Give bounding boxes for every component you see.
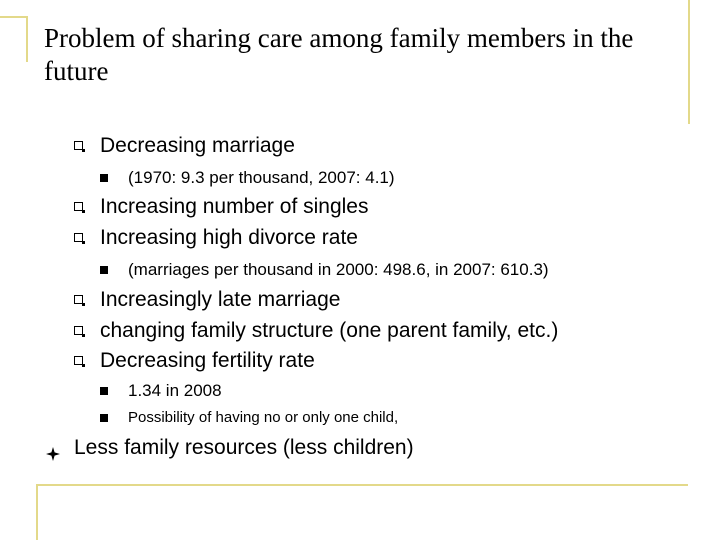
slide-title: Problem of sharing care among family members in the future xyxy=(44,23,634,86)
sub-bullet-text: 1.34 in 2008 xyxy=(128,381,222,400)
bullet-text: Increasingly late marriage xyxy=(100,288,341,311)
frame-line-bottom-tick xyxy=(36,484,38,540)
hollow-square-bullet-icon xyxy=(74,202,83,211)
sub-bullet-text: (1970: 9.3 per thousand, 2007: 4.1) xyxy=(128,168,395,187)
sub-bullet-item xyxy=(128,379,222,403)
hollow-square-bullet-icon xyxy=(74,233,83,242)
solid-square-bullet-icon xyxy=(100,387,108,395)
sub-bullet-text: Possibility of having no or only one child, xyxy=(128,409,399,426)
sub-bullet-item xyxy=(128,406,398,430)
diamond-star-bullet-icon xyxy=(46,441,60,455)
top-level-bullet-item xyxy=(74,434,414,462)
frame-line-bottom xyxy=(36,484,688,486)
bullet-text: Increasing number of singles xyxy=(100,195,369,218)
frame-line-right-vertical xyxy=(688,0,690,124)
hollow-square-bullet-icon xyxy=(74,295,83,304)
bullet-item xyxy=(100,317,558,345)
bullet-item xyxy=(100,132,295,160)
sub-bullet-item xyxy=(128,258,549,282)
solid-square-bullet-icon xyxy=(100,266,108,274)
bullet-text: changing family structure (one parent family, etc.) xyxy=(100,319,559,342)
bullet-text: Decreasing marriage xyxy=(100,134,295,157)
frame-line-left-vertical xyxy=(26,16,28,62)
bullet-item xyxy=(100,193,368,221)
bullet-text: Increasing high divorce rate xyxy=(100,226,358,249)
hollow-square-bullet-icon xyxy=(74,356,83,365)
hollow-square-bullet-icon xyxy=(74,141,83,150)
bullet-item xyxy=(100,224,358,252)
hollow-square-bullet-icon xyxy=(74,326,83,335)
solid-square-bullet-icon xyxy=(100,174,108,182)
frame-line-top-left xyxy=(0,16,26,18)
bullet-item xyxy=(100,347,315,375)
bullet-text: Decreasing fertility rate xyxy=(100,349,315,372)
solid-square-bullet-icon xyxy=(100,414,108,422)
bullet-item xyxy=(100,286,340,314)
sub-bullet-text: (marriages per thousand in 2000: 498.6, in 2007: 610.3) xyxy=(128,260,549,279)
sub-bullet-item xyxy=(128,166,395,190)
top-level-bullet-text: Less family resources (less children) xyxy=(74,436,414,459)
